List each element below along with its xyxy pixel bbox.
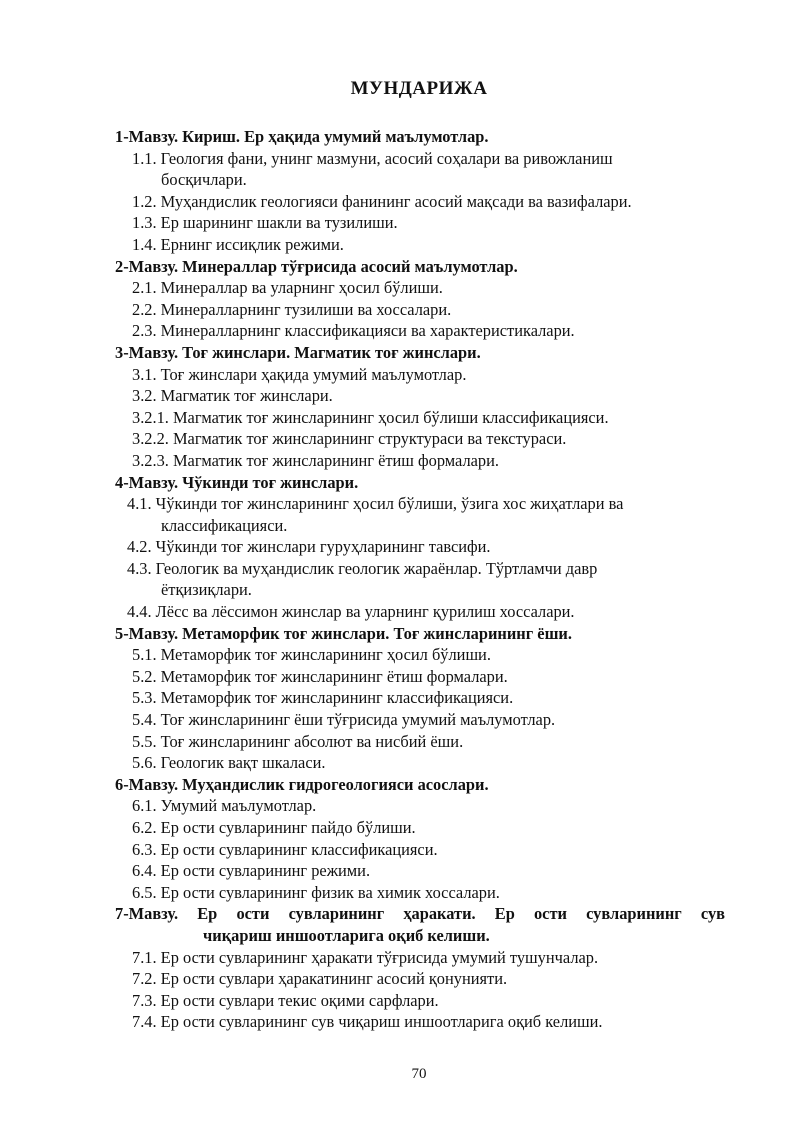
toc-item-3-2: 3.2. Магматик тоғ жинслари. (132, 386, 333, 406)
toc-item-7-4: 7.4. Ер ости сувларининг сув чиқариш иншоотларига оқиб келиши. (132, 1012, 603, 1032)
toc-item-7-1: 7.1. Ер ости сувларининг ҳаракати тўғрисида умумий тушунчалар. (132, 947, 599, 967)
toc-item-1-1-continuation: босқичлари. (161, 170, 247, 190)
toc-item-6-2: 6.2. Ер ости сувларининг пайдо бўлиши. (132, 818, 416, 837)
toc-item-7-2: 7.2. Ер ости сувлари ҳаракатининг асосий қонунияти. (132, 969, 508, 989)
toc-item-5-4: 5.4. Тоғ жинсларининг ёши тўғрисида умумий маълумотлар. (132, 710, 556, 730)
toc-item-4-1-continuation: классификацияси. (161, 515, 288, 535)
toc-topic-7-continuation: чиқариш иншоотларига оқиб келиши. (203, 925, 490, 945)
toc-item-5-6: 5.6. Геологик вақт шкаласи. (132, 753, 326, 773)
toc-item-1-3: 1.3. Ер шарининг шакли ва тузилиши. (132, 213, 398, 233)
toc-item-4-3: 4.3. Геологик ва муҳандислик геологик жараёнлар. Тўртламчи давр (127, 558, 598, 578)
toc-item-5-5: 5.5. Тоғ жинсларининг абсолют ва нисбий ёши. (132, 731, 464, 751)
toc-topic-4: 4-Мавзу. Чўкинди тоғ жинслари. (115, 472, 359, 492)
toc-topic-6: 6-Мавзу. Муҳандислик гидрогеологияси асослари. (115, 774, 489, 794)
toc-topic-7: 7-Мавзу. Ер ости сувларининг ҳаракати. Ер ости сувларининг сув (115, 904, 725, 924)
toc-item-3-1: 3.1. Тоғ жинслари ҳақида умумий маълумотлар. (132, 364, 467, 384)
toc-item-4-2: 4.2. Чўкинди тоғ жинслари гуруҳларининг тавсифи. (127, 537, 491, 557)
toc-item-5-1: 5.1. Метаморфик тоғ жинсларининг ҳосил бўлиши. (132, 645, 491, 665)
toc-topic-5: 5-Мавзу. Метаморфик тоғ жинслари. Тоғ жинсларининг ёши. (115, 623, 572, 643)
toc-item-2-2: 2.2. Минералларнинг тузилиши ва хоссалари. (132, 299, 452, 319)
toc-topic-2: 2-Мавзу. Минераллар тўғрисида асосий маълумотлар. (115, 256, 518, 276)
toc-item-6-5: 6.5. Ер ости сувларининг физик ва химик хоссалари. (132, 882, 500, 902)
table-of-contents (115, 126, 725, 1033)
page-title: МУНДАРИЖА (350, 78, 488, 99)
toc-item-6-4: 6.4. Ер ости сувларининг режими. (132, 861, 371, 881)
toc-item-7-3: 7.3. Ер ости сувлари текис оқими сарфлари. (132, 990, 439, 1010)
toc-item-2-1: 2.1. Минераллар ва уларнинг ҳосил бўлиши. (132, 278, 443, 298)
toc-item-1-4: 1.4. Ернинг иссиқлик режими. (132, 234, 344, 254)
toc-topic-3: 3-Мавзу. Тоғ жинслари. Магматик тоғ жинслари. (115, 342, 481, 362)
toc-item-4-3-continuation: ётқизиқлари. (161, 580, 252, 600)
toc-item-3-2-3: 3.2.3. Магматик тоғ жинсларининг ётиш формалари. (132, 450, 499, 470)
toc-item-4-1: 4.1. Чўкинди тоғ жинсларининг ҳосил бўлиши, ўзига хос жиҳатлари ва (127, 494, 624, 514)
toc-item-6-3: 6.3. Ер ости сувларининг классификацияси. (132, 839, 438, 859)
page-number: 70 (411, 1066, 427, 1082)
toc-item-3-2-1: 3.2.1. Магматик тоғ жинсларининг ҳосил бўлиши классификацияси. (132, 407, 609, 427)
toc-item-5-3: 5.3. Метаморфик тоғ жинсларининг классификацияси. (132, 688, 514, 708)
toc-item-1-1: 1.1. Геология фани, унинг мазмуни, асосий соҳалари ва ривожланиш (132, 148, 613, 168)
toc-item-4-4: 4.4. Лёсс ва лёссимон жинслар ва уларнинг қурилиш хоссалари. (127, 602, 575, 622)
toc-item-3-2-2: 3.2.2. Магматик тоғ жинсларининг структураси ва текстураси. (132, 429, 567, 449)
toc-item-6-1: 6.1. Умумий маълумотлар. (132, 796, 317, 816)
toc-topic-1: 1-Мавзу. Кириш. Ер ҳақида умумий маълумотлар. (115, 127, 489, 146)
toc-item-5-2: 5.2. Метаморфик тоғ жинсларининг ётиш формалари. (132, 666, 508, 686)
toc-item-1-2: 1.2. Муҳандислик геологияси фанининг асосий мақсади ва вазифалари. (132, 191, 632, 211)
toc-item-2-3: 2.3. Минералларнинг классификацияси ва характеристикалари. (132, 321, 575, 341)
